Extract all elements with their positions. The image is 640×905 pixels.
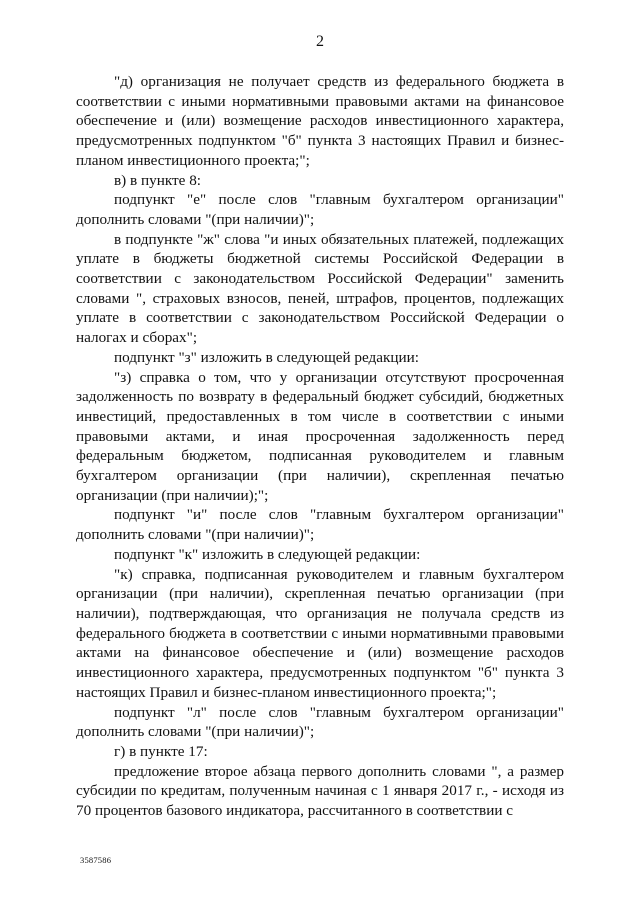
page-number: 2 xyxy=(316,33,324,50)
paragraph-point-8: в) в пункте 8: xyxy=(114,171,202,189)
body-text xyxy=(76,72,564,821)
paragraph-subpoint-z-intro: подпункт "з" изложить в следующей редакции: xyxy=(114,348,420,366)
document-id: 3587586 xyxy=(80,855,112,865)
paragraph-subpoint-k-text: "к) справка, подписанная руководителем и главным бухгалтером организации (при наличии), скрепленная печатью организации (при наличии), подтверждающая, что организация не получала средств из федерального бюджета в соответствии с иными нормативными правовыми актами на финансовое обеспечение и (или) возмещение расходов инвестиционного характера, предусмотренных подпунктом "б" пункта 3 настоящих Правил и бизнес-планом инвестиционного проекта;"; xyxy=(76,565,564,701)
paragraph-subpoint-k-intro: подпункт "к" изложить в следующей редакции: xyxy=(114,545,421,563)
paragraph-sentence-two: предложение второе абзаца первого дополнить словами ", а размер субсидии по кредитам, полученным начиная с 1 января 2017 г., - исходя из 70 процентов базового индикатора, рассчитанного в соответствии с xyxy=(76,762,564,820)
paragraph-subpoint-e: подпункт "е" после слов "главным бухгалтером организации" дополнить словами "(при наличии)"; xyxy=(76,191,564,228)
paragraph-point-17: г) в пункте 17: xyxy=(114,742,208,760)
paragraph-subpoint-z-text: "з) справка о том, что у организации отсутствуют просроченная задолженность по возврату в федеральный бюджет субсидий, бюджетных инвестиций, предоставленных в том числе в соответствии с иными правовыми актами, и иная просроченная задолженность перед федеральным бюджетом, подписанная руководителем и главным бухгалтером организации (при наличии), скрепленная печатью организации (при наличии);"; xyxy=(76,368,564,504)
paragraph-subpoint-zh: в подпункте "ж" слова "и иных обязательных платежей, подлежащих уплате в бюджеты бюджетной системы Российской Федерации в соответствии с законодательством Российской Федерации" заменить словами ", страховых взносов, пеней, штрафов, процентов, подлежащих уплате в соответствии с законодательством Российской Федерации о налогах и сборах"; xyxy=(76,230,564,347)
paragraph-subpoint-l: подпункт "л" после слов "главным бухгалтером организации" дополнить словами "(при наличии)"; xyxy=(76,703,564,741)
paragraph-subpoint-i: подпункт "и" после слов "главным бухгалтером организации" дополнить словами "(при наличии)"; xyxy=(76,506,564,544)
paragraph-d-no-federal-funds: "д) организация не получает средств из федерального бюджета в соответствии с иными нормативными правовыми актами на финансовое обеспечение и (или) возмещение расходов инвестиционного характера, предусмотренных подпунктом "б" пункта 3 настоящих Правил и бизнес-планом инвестиционного проекта;"; xyxy=(76,73,564,169)
